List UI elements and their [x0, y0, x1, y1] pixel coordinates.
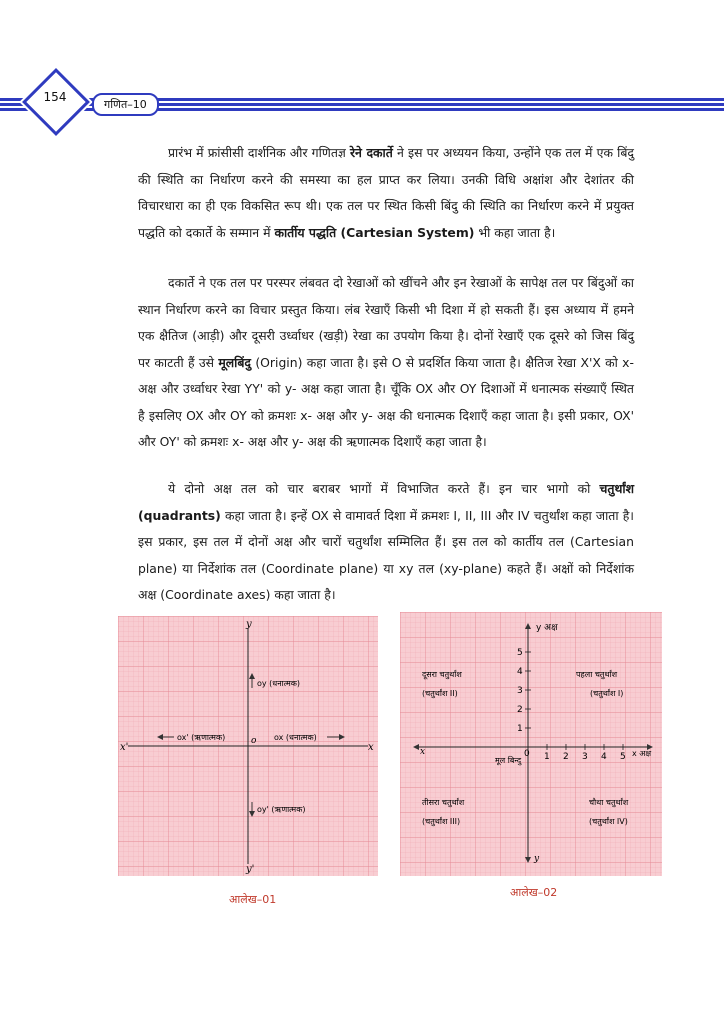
y-tick-label: 3: [517, 686, 523, 696]
graph-2-caption: आलेख–02: [510, 886, 558, 899]
bold-term: कार्तीय पद्धति (Cartesian System): [274, 224, 475, 240]
chapter-title: गणित–10: [92, 93, 159, 116]
graph-2: [400, 612, 662, 876]
y-tick-label: 2: [517, 705, 523, 715]
y-tick-label: 4: [517, 667, 523, 677]
y-tick-label: 5: [517, 648, 523, 658]
y-neg-label: y: [534, 854, 540, 864]
x-tick-label: 3: [582, 752, 588, 762]
text: (Origin) कहा जाता है। इसे O से प्रदर्शित किया जाता है। क्षैतिज रेखा X'X को x- अक्ष और उर्ध्वाधर रेखा YY' को y- अक्ष कहा जाता है। चूँकि OX और OY दिशाओं में धनात्मक संख्याएँ स्थित है इसलिए OX और OY को क्रमशः x- अक्ष और y- अक्ष की धनात्मक दिशाएँ कहा जाता है। इसी प्रकार, OX' और OY' को क्रमशः x- अक्ष और y- अक्ष की ऋणात्मक दिशाएँ कहा जाता है।: [138, 354, 634, 449]
bold-term: चतुर्थांश (quadrants): [138, 481, 634, 523]
x-label: x अक्ष: [632, 749, 652, 758]
origin-text: मूल बिन्दु: [495, 756, 522, 765]
y-label: y अक्ष: [536, 623, 558, 633]
ox-neg-label: ox' (ऋणात्मक): [177, 733, 226, 742]
quadrant-1-number: (चतुर्थांश I): [590, 689, 624, 698]
text: प्रारंभ में फ्रांसीसी दार्शनिक और गणितज्ञ: [168, 145, 350, 160]
quadrant-4-name: चौथा चतुर्थांश: [589, 798, 629, 807]
y-neg-label: y': [246, 864, 255, 875]
text: दकार्ते ने एक तल पर परस्पर लंबवत दो रेखाओं को खींचने और इन रेखाओं के सापेक्ष तल पर बिंदुओं का स्थान निर्धारण करने का विचार प्रस्तुत किया। लंब रेखाएँ किसी भी दिशा में हो सकती हैं। इस अध्याय में हमने एक क्षैतिज (आड़ी) और दूसरी उर्ध्वाधर (खड़ी) रेखा का उपयोग किया है। दोनों रेखाएँ एक दूसरे को जिस बिंदु पर काटती हैं उसे: [138, 275, 634, 370]
x-label: x: [368, 742, 374, 753]
x-tick-label: 2: [563, 752, 569, 762]
paragraph-3: [138, 476, 634, 609]
page-number: 154: [43, 90, 67, 104]
y-tick-label: 1: [517, 724, 523, 734]
text: भी कहा जाता है।: [474, 224, 556, 240]
paragraph-1: [138, 140, 634, 246]
oy-label: oy (धनात्मक): [257, 679, 301, 688]
x-tick-label: 5: [620, 752, 626, 762]
text: ये दोनो अक्ष तल को चार बराबर भागों में विभाजित करते हैं। इन चार भागो को: [168, 481, 600, 496]
paragraph-2: [138, 270, 634, 456]
graph-1-caption: आलेख–01: [229, 893, 277, 906]
bold-term: रेने दकार्ते: [349, 145, 393, 160]
x-neg-label: x': [120, 742, 129, 753]
ox-label: ox (धनात्मक): [274, 733, 317, 742]
origin-label: o: [251, 736, 257, 746]
x-neg-label: x: [420, 747, 426, 757]
bold-term: मूलबिंदु: [218, 354, 252, 370]
quadrant-4-number: (चतुर्थांश IV): [589, 817, 628, 826]
x-tick-label: 4: [601, 752, 607, 762]
quadrant-2-name: दूसरा चतुर्थांश: [422, 670, 462, 679]
quadrant-3-number: (चतुर्थांश III): [422, 817, 461, 826]
quadrant-2-number: (चतुर्थांश II): [422, 689, 458, 698]
quadrant-3-name: तीसरा चतुर्थांश: [422, 798, 465, 807]
origin-label: 0: [524, 749, 530, 759]
quadrant-1-name: पहला चतुर्थांश: [576, 670, 618, 679]
x-tick-label: 1: [544, 752, 550, 762]
text: ने इस पर अध्ययन किया, उन्होंने एक तल में एक बिंदु की स्थिति का निर्धारण करने की समस्या का हल प्राप्त कर लिया। उनकी विधि अक्षांश और देशांतर की विचारधारा का ही एक विकसित रूप थी। एक तल पर स्थित किसी बिंदु की स्थिति का निर्धारण करने में प्रयुक्त पद्धति को दकार्ते के सम्मान में: [138, 145, 634, 240]
graph-1: [118, 616, 378, 876]
oy-neg-label: oy' (ऋणात्मक): [257, 805, 306, 814]
text: कहा जाता है। इन्हें OX से वामावर्त दिशा में क्रमशः I, II, III और IV चतुर्थांश कहा जाता है। इस प्रकार, इस तल में दोनों अक्ष और चारों चतुर्थांश सम्मिलित हैं। इस तल को कार्तीय तल (Cartesian plane) या निर्देशांक तल (Coordinate plane) या xy तल (xy-plane) कहते हैं। अक्षों को निर्देशांक अक्ष (Coordinate axes) कहा जाता है।: [138, 507, 634, 602]
y-label: y: [246, 619, 252, 630]
